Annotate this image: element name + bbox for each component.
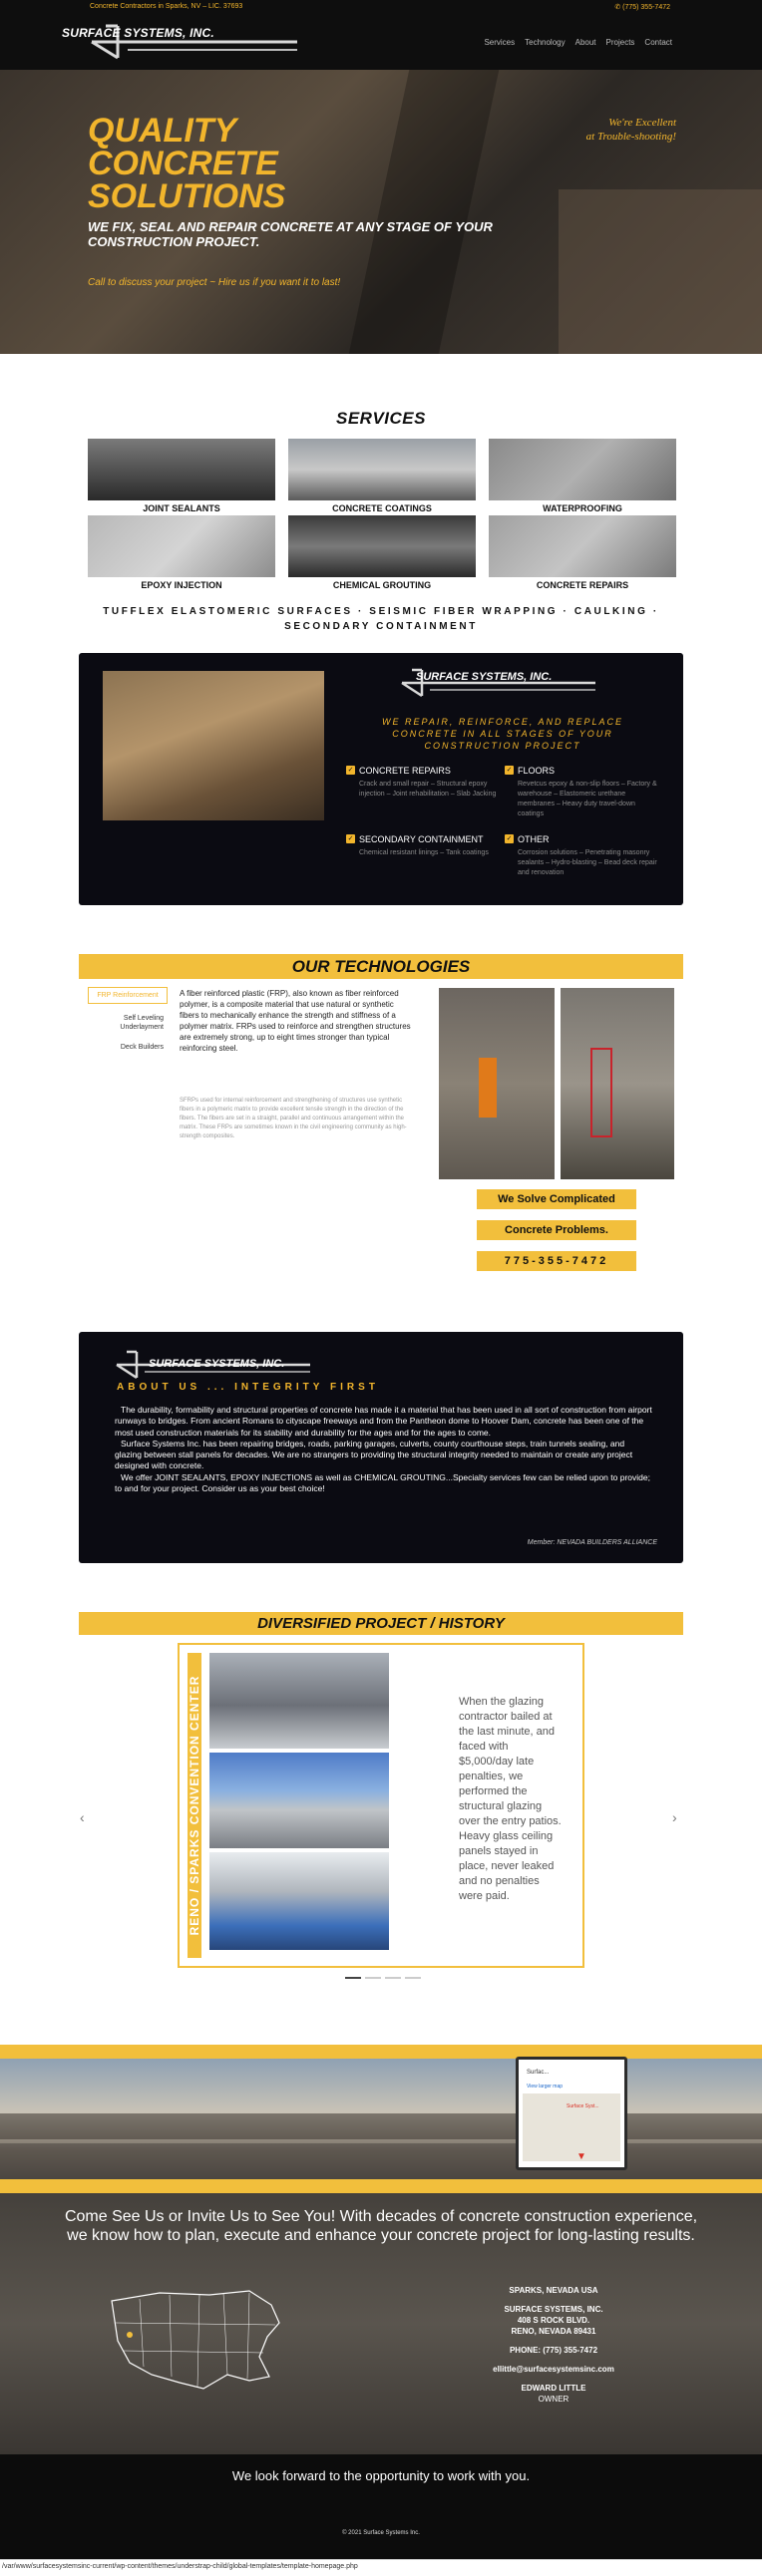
hero-tagline-line: We're Excellent [608,117,676,129]
top-bar [0,0,762,14]
history-photo [209,1852,389,1950]
prev-slide-arrow[interactable]: ‹ [80,1809,85,1825]
history-slide [178,1643,584,1968]
service-label: JOINT SEALANTS [143,503,220,513]
extra-services: TUFFLEX ELASTOMERIC SURFACES · SEISMIC FIBER WRAPPING · CAULKING · SECONDARY CONTAINMENT [103,606,659,632]
check-icon: ✓ [347,767,354,774]
service-chemical-grouting[interactable] [288,515,476,590]
contact-address-line: 408 S ROCK BLVD. [517,2316,590,2325]
nav-technology[interactable]: Technology [525,38,566,47]
building [0,2113,762,2139]
repair-item-desc: Corrosion solutions – Penetrating masonry sealants – Hydro-blasting – Bead deck repair and renovation [518,849,657,876]
repair-photo [103,671,324,820]
service-concrete-coatings[interactable] [288,439,476,513]
copyright: © 2021 Surface Systems Inc. [342,2530,420,2536]
slide-dot[interactable] [365,1977,381,1979]
hero-tagline [586,116,676,144]
hero-title-line: SOLUTIONS [88,177,286,215]
service-image [489,439,676,500]
cta-problems[interactable]: Concrete Problems. [477,1220,636,1240]
map-pin-icon: ▼ [576,2151,586,2162]
us-map-icon [100,2271,289,2401]
footer-message: We look forward to the opportunity to work with you. [231,2468,531,2483]
service-label: WATERPROOFING [543,503,622,513]
cta-solve[interactable]: We Solve Complicated [477,1189,636,1209]
cta-phone[interactable]: 775-355-7472 [477,1251,636,1271]
slide-dot[interactable] [345,1977,361,1979]
hero-shadow [559,189,762,354]
service-label: CONCRETE REPAIRS [536,580,629,590]
hero-call-text: Call to discuss your project ~ Hire us if you want it to last! [88,277,341,288]
slide-dot[interactable] [385,1977,401,1979]
top-phone[interactable]: ✆ (775) 355-7472 [614,4,670,11]
divider [0,2045,762,2059]
tab-frp-reinforcement[interactable]: FRP Reinforcement [88,987,168,1004]
about-paragraph: We offer JOINT SEALANTS, EPOXY INJECTIONS as well as CHEMICAL GROUTING...Specialty services few can be relied upon to provide; to and for your project. Consider us as your best choice! [115,1471,650,1494]
worker-figure [479,1058,497,1118]
map-canvas[interactable] [523,2093,620,2161]
contact-phone[interactable]: PHONE: (775) 355-7472 [509,2346,598,2355]
nav-about[interactable]: About [574,38,596,47]
repair-item [506,766,657,819]
repair-item-desc: Chemical resistant linings – Tank coatings [359,849,489,856]
service-label: CONCRETE COATINGS [332,503,432,513]
history-title: DIVERSIFIED PROJECT / HISTORY [79,1612,683,1635]
hero-title [88,112,387,215]
service-label: CHEMICAL GROUTING [332,580,432,590]
technology-photo [561,988,674,1179]
contact-city: SPARKS, NEVADA USA [509,2286,598,2295]
about-logo-text: SURFACE SYSTEMS, INC. [149,1358,285,1370]
repair-item-title: FLOORS [518,766,556,776]
history-vertical-label [188,1653,201,1958]
contact-info [469,2285,638,2405]
hero-title-line: CONCRETE [88,145,278,182]
about-body [115,1405,653,1494]
service-image [489,515,676,577]
hero-tagline-line: at Trouble-shooting! [585,131,676,143]
service-image [288,515,476,577]
next-slide-arrow[interactable]: › [672,1809,677,1825]
history-photo [209,1653,389,1749]
parking-lot [0,2143,762,2179]
contact-address-line: RENO, NEVADA 89431 [511,2327,596,2336]
service-image [88,515,275,577]
service-waterproofing[interactable] [489,439,676,513]
scissor-lift [590,1048,612,1137]
member-text: Member: NEVADA BUILDERS ALLIANCE [527,1539,657,1546]
repair-item [347,834,499,858]
map-title: Surfac... [527,2070,550,2076]
technology-tabs [88,987,168,1055]
map-label: Surface Syst... [567,2103,599,2109]
hero-subtitle: WE FIX, SEAL AND REPAIR CONCRETE AT ANY STAGE OF YOUR CONSTRUCTION PROJECT. [88,219,493,249]
repair-item-title: SECONDARY CONTAINMENT [359,834,484,844]
about-heading: ABOUT US ... INTEGRITY FIRST [117,1382,379,1393]
site-header [0,14,762,70]
contact-company: SURFACE SYSTEMS, INC. [504,2305,603,2314]
repair-item-desc: Crack and small repair – Structural epoxy injection – Joint rehabilitation – Slab Jacking [359,781,497,798]
about-panel [79,1332,683,1563]
repair-item [506,834,657,878]
view-larger-map-link[interactable]: View larger map [527,2084,564,2090]
tab-self-leveling[interactable]: Self Leveling Underlayment [120,1015,164,1031]
technologies-title: OUR TECHNOLOGIES [79,954,683,979]
about-paragraph: Surface Systems Inc. has been repairing bridges, roads, parking garages, culverts, county courthouse steps, train tunnels sealing, and glazing between stall panels for decades. We are no strangers to providing the structural integrity needed to maintain or create any project designed with concrete. [115,1438,633,1471]
repair-item-desc: Revetcus epoxy & non-slip floors – Factory & warehouse – Elastomeric urethane membranes – Heavy duty travel-down coatings [518,781,657,817]
divider [0,2179,762,2193]
slide-dot[interactable] [405,1977,421,1979]
service-joint-sealants[interactable] [88,439,275,513]
nav-contact[interactable]: Contact [644,38,672,47]
hero-banner [0,70,762,354]
service-image [288,439,476,500]
repair-item-title: CONCRETE REPAIRS [359,766,451,776]
repair-heading: WE REPAIR, REINFORCE, AND REPLACE CONCRETE IN ALL STAGES OF YOUR CONSTRUCTION PROJECT [381,717,624,751]
about-paragraph: The durability, formability and structural properties of concrete has made it a material that has been used in all sort of construction from airport runways to bridges. From ancient Romans to cityscape freeways and from the Pantheon dome to Hoover Dam, concrete has been one of the most used construction materials for its stability and durability for the ages and for the ages to come. [115,1405,652,1438]
history-vertical-text: RENO / SPARKS CONVENTION CENTER [188,1675,201,1936]
repair-item [347,766,499,800]
storefront-photo [0,2059,762,2179]
service-label: EPOXY INJECTION [141,580,222,590]
services-title: SERVICES [336,409,426,428]
top-phone-number[interactable]: (775) 355-7472 [622,4,670,11]
contact-section [0,2193,762,2454]
slide-indicators [345,1977,421,1979]
site-footer [0,2454,762,2559]
check-icon: ✓ [506,767,513,774]
service-epoxy-injection[interactable] [88,515,275,590]
technology-photo [439,988,555,1179]
main-nav [484,38,672,47]
license-text: Concrete Contractors in Sparks, NV – LIC. 37693 [90,3,243,10]
check-icon: ✓ [347,835,354,842]
contact-email[interactable]: ellittle@surfacesystemsinc.com [493,2365,614,2374]
repair-item-title: OTHER [518,834,550,844]
check-icon: ✓ [506,835,513,842]
repair-panel [79,653,683,905]
technology-detail: SFRPs used for internal reinforcement and strengthening of structures use synthetic fibers in a polymeric matrix to provide excellent tensile strength in the direction of the fibers. The fibers are set in a straight, parallel and continuous arrangement within the matrix. These FRPs are sometimes known in the civil engineering community as high-strength composites. [180,1098,407,1139]
repair-logo-text: SURFACE SYSTEMS, INC. [416,671,553,683]
owner-name: EDWARD LITTLE [521,2384,586,2393]
map-widget[interactable] [516,2057,627,2170]
owner-title: OWNER [538,2395,570,2404]
nav-projects[interactable]: Projects [605,38,635,47]
service-image [88,439,275,500]
hero-title-line: QUALITY [88,112,237,150]
history-text: When the glazing contractor bailed at the last minute, and faced with $5,000/day late penalties, we performed the structural glazing over the entry patios. Heavy glass ceiling panels stayed in place, never leaked and no penalties were paid. [459,1696,562,1902]
technology-description: A fiber reinforced plastic (FRP), also known as fiber reinforced polymer, is a composite material that use natural or synthetic fibers to mechanically enhance the strength and stiffness of a polymer matrix. FRPs used to reinforce and strengthen structures are extremely strong, up to eight times stronger than typical reinforcing steel. [180,989,411,1053]
contact-title: Come See Us or Invite Us to See You! With decades of concrete construction experience, we know how to plan, execute and enhance your concrete project for long-lasting results. [64,2208,698,2244]
browser-status-bar: /var/www/surfacesystemsinc-current/wp-content/themes/understrap-child/global-templates/template-homepage.php [0,2559,762,2576]
service-concrete-repairs[interactable] [489,515,676,590]
tab-deck-builders[interactable]: Deck Builders [120,1044,164,1051]
history-photo [209,1753,389,1848]
nav-services[interactable]: Services [484,38,516,47]
logo-text: SURFACE SYSTEMS, INC. [62,26,214,40]
